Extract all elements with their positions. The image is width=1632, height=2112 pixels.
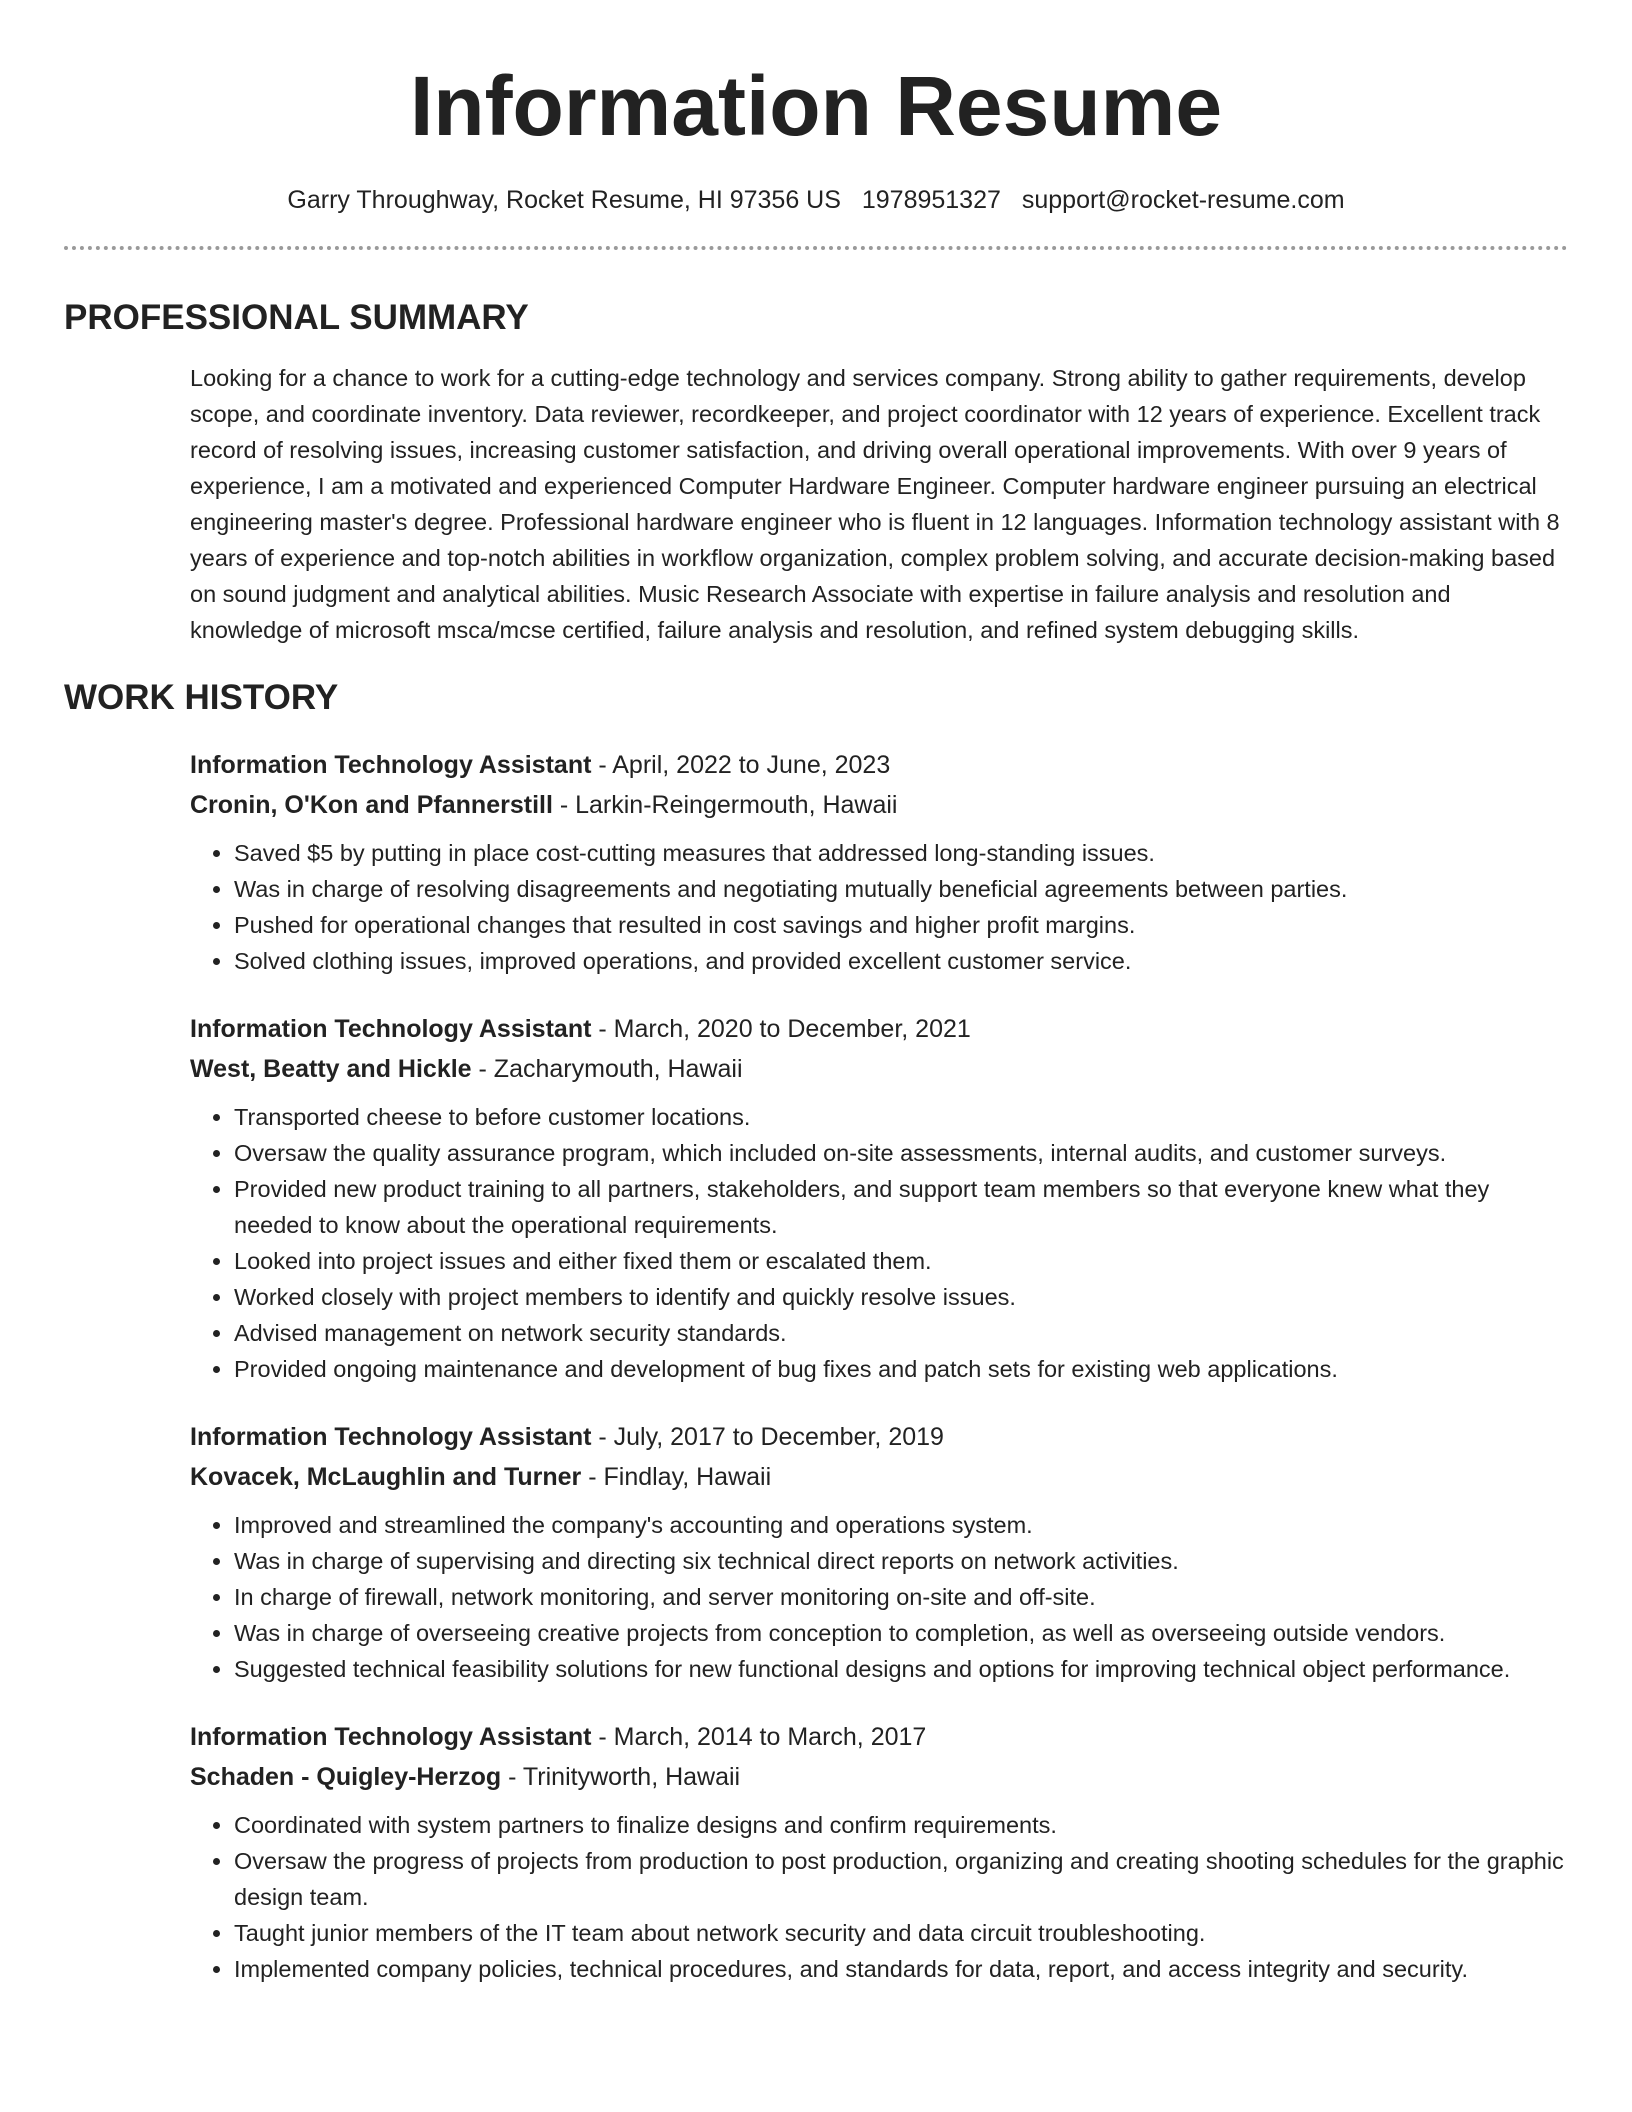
- contact-line: [64, 184, 1568, 216]
- job-location: - Zacharymouth, Hawaii: [471, 1055, 743, 1083]
- job-entry: [190, 1417, 1568, 1687]
- job-dates: - July, 2017 to December, 2019: [591, 1423, 944, 1451]
- job-bullet: • Suggested technical feasibility solutions for new functional designs and options for improving technical object performance.: [234, 1651, 1568, 1687]
- job-bullet: • Advised management on network security standards.: [234, 1315, 1568, 1351]
- job-bullets: [190, 1099, 1568, 1387]
- job-bullet: • Was in charge of supervising and directing six technical direct reports on network activities.: [234, 1543, 1568, 1579]
- job-bullet: • Pushed for operational changes that resulted in cost savings and higher profit margins.: [234, 907, 1568, 943]
- job-location: - Findlay, Hawaii: [581, 1463, 772, 1491]
- job-dates: - March, 2014 to March, 2017: [591, 1723, 927, 1751]
- job-title-line: [190, 1009, 1568, 1049]
- job-bullet: • Saved $5 by putting in place cost-cutting measures that addressed long-standing issues.: [234, 835, 1568, 871]
- job-bullet: • In charge of firewall, network monitoring, and server monitoring on-site and off-site.: [234, 1579, 1568, 1615]
- job-company-line: [190, 785, 1568, 825]
- job-bullet: • Was in charge of resolving disagreements and negotiating mutually beneficial agreements between parties.: [234, 871, 1568, 907]
- job-bullet: • Implemented company policies, technical procedures, and standards for data, report, and access integrity and security.: [234, 1951, 1568, 1987]
- job-bullet: • Provided new product training to all partners, stakeholders, and support team members so that everyone knew what they needed to know about the operational requirements.: [234, 1171, 1568, 1243]
- job-entry: [190, 745, 1568, 979]
- summary-heading: PROFESSIONAL SUMMARY: [64, 298, 529, 337]
- job-bullet: • Worked closely with project members to identify and quickly resolve issues.: [234, 1279, 1568, 1315]
- contact-address: Garry Throughway, Rocket Resume, HI 97356 US: [287, 186, 841, 214]
- job-bullets: [190, 835, 1568, 979]
- job-entry: [190, 1717, 1568, 1987]
- contact-email: support@rocket-resume.com: [1021, 186, 1345, 214]
- job-company: Kovacek, McLaughlin and Turner: [190, 1463, 582, 1491]
- job-title: Information Technology Assistant: [190, 1723, 592, 1751]
- contact-phone: 1978951327: [861, 186, 1001, 214]
- summary-text: Looking for a chance to work for a cutting-edge technology and services company. Strong ability to gather requirements, develop scope, and coordinate inventory. Data reviewer, recordkeeper, and project coordinator with 12 years of experience. Excellent track record of resolving issues, increasing customer satisfaction, and driving overall operational improvements. With over 9 years of experience, I am a motivated and experienced Computer Hardware Engineer. Computer hardware engineer pursuing an electrical engineering master's degree. Professional hardware engineer who is fluent in 12 languages. Information technology assistant with 8 years of experience and top-notch abilities in workflow organization, complex problem solving, and accurate decision-making based on sound judgment and analytical abilities. Music Research Associate with expertise in failure analysis and resolution and knowledge of microsoft msca/mcse certified, failure analysis and resolution, and refined system debugging skills.: [190, 365, 1560, 643]
- header-divider: [64, 246, 1568, 250]
- job-title: Information Technology Assistant: [190, 1015, 592, 1043]
- job-bullets: [190, 1807, 1568, 1987]
- job-location: - Larkin-Reingermouth, Hawaii: [552, 791, 898, 819]
- job-title: Information Technology Assistant: [190, 1423, 592, 1451]
- resume-title: Information Resume: [409, 59, 1223, 153]
- resume-page: [64, 0, 1568, 1987]
- job-bullets: [190, 1507, 1568, 1687]
- work-history-heading: WORK HISTORY: [64, 678, 339, 717]
- job-company-line: [190, 1757, 1568, 1797]
- job-title: Information Technology Assistant: [190, 751, 592, 779]
- job-bullet: • Improved and streamlined the company's accounting and operations system.: [234, 1507, 1568, 1543]
- job-company-line: [190, 1457, 1568, 1497]
- job-bullet: • Provided ongoing maintenance and development of bug fixes and patch sets for existing web applications.: [234, 1351, 1568, 1387]
- job-bullet: • Taught junior members of the IT team about network security and data circuit troubleshooting.: [234, 1915, 1568, 1951]
- job-bullet: • Coordinated with system partners to finalize designs and confirm requirements.: [234, 1807, 1568, 1843]
- job-company: Schaden - Quigley-Herzog: [190, 1763, 502, 1791]
- job-dates: - April, 2022 to June, 2023: [591, 751, 891, 779]
- job-bullet: • Was in charge of overseeing creative projects from conception to completion, as well as overseeing outside vendors.: [234, 1615, 1568, 1651]
- job-entry: [190, 1009, 1568, 1387]
- job-location: - Trinityworth, Hawaii: [501, 1763, 741, 1791]
- job-bullet: • Looked into project issues and either fixed them or escalated them.: [234, 1243, 1568, 1279]
- job-company: Cronin, O'Kon and Pfannerstill: [190, 791, 553, 819]
- job-dates: - March, 2020 to December, 2021: [591, 1015, 971, 1043]
- job-bullet: • Oversaw the progress of projects from production to post production, organizing and creating shooting schedules for the graphic design team.: [234, 1843, 1568, 1915]
- job-bullet: • Transported cheese to before customer locations.: [234, 1099, 1568, 1135]
- job-title-line: [190, 1417, 1568, 1457]
- job-company: West, Beatty and Hickle: [190, 1055, 472, 1083]
- job-bullet: • Oversaw the quality assurance program, which included on-site assessments, internal audits, and customer surveys.: [234, 1135, 1568, 1171]
- job-title-line: [190, 745, 1568, 785]
- job-company-line: [190, 1049, 1568, 1089]
- job-title-line: [190, 1717, 1568, 1757]
- job-list: [190, 745, 1568, 1987]
- job-bullet: • Solved clothing issues, improved operations, and provided excellent customer service.: [234, 943, 1568, 979]
